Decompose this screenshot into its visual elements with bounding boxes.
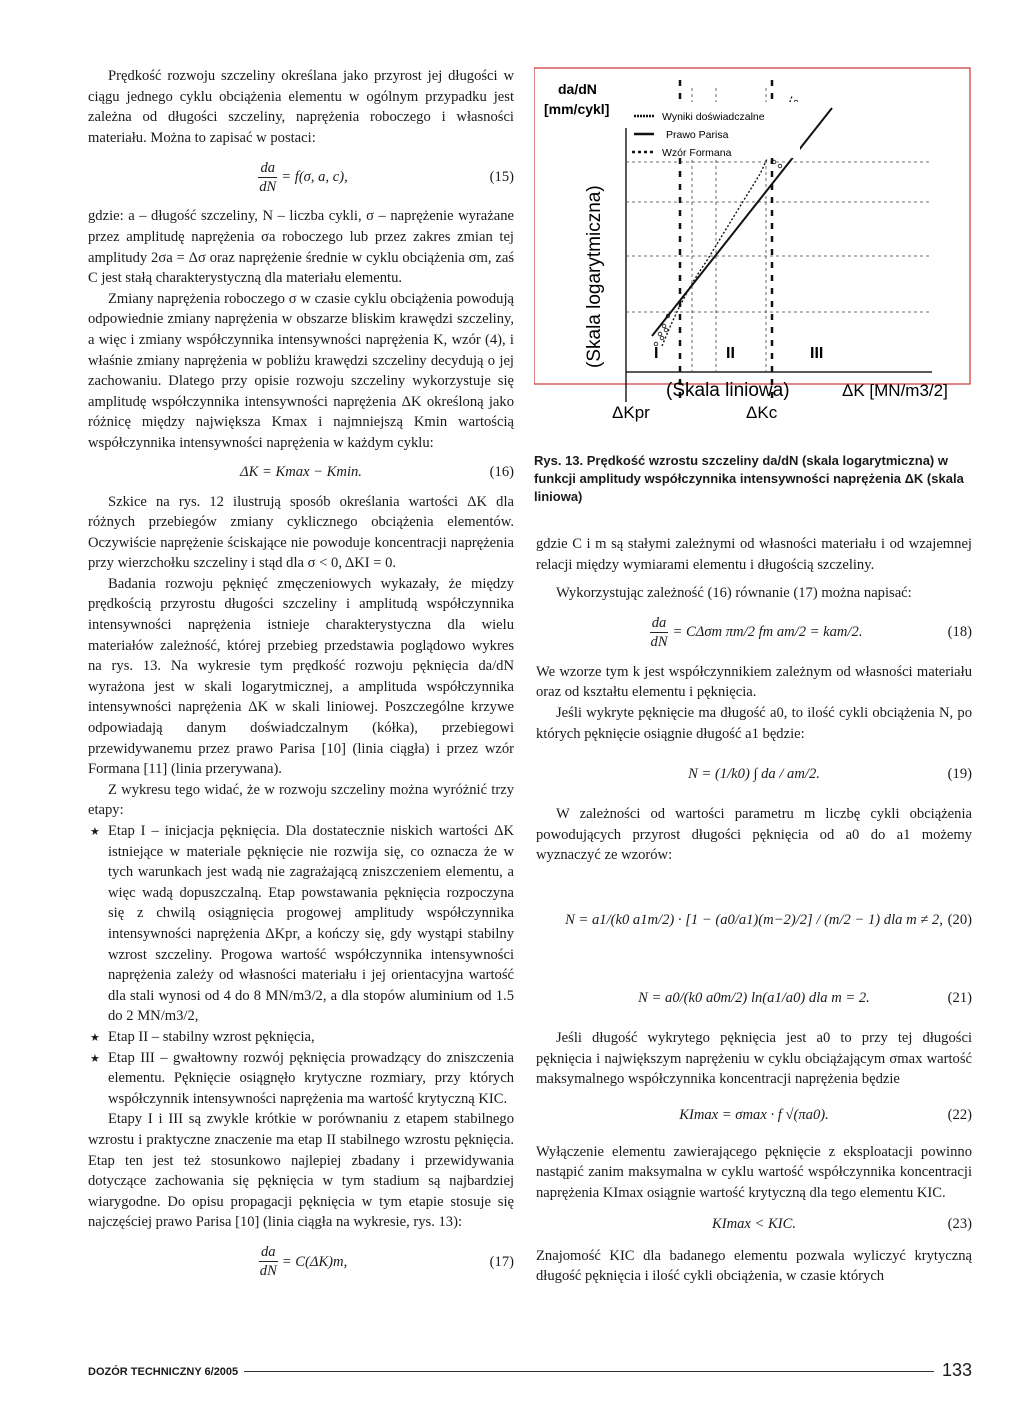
y-axis-label: da/dN bbox=[558, 81, 597, 97]
footer-rule bbox=[244, 1371, 934, 1372]
legend-experimental: Wyniki doświadczalne bbox=[662, 111, 765, 123]
legend-forman: Wzór Formana bbox=[662, 147, 732, 159]
page-number: 133 bbox=[942, 1360, 973, 1380]
paragraph: Jeśli długość wykrytego pęknięcia jest a0 to przy tej długości pęknięcia i największym naprężeniu w cyklu obciążającym σmax wartość maksymalnego współczynnika koncentracji naprężenia będzie bbox=[536, 1029, 972, 1088]
paragraph: Badania rozwoju pęknięć zmęczeniowych wykazały, że między prędkością przyrostu długości szczeliny i amplitudą współczynnika intensywności naprężenia istnieje charakterystyczna dla wielu materiałów zależność, której przebieg przedstawia poglądowo wykres na rys. 13. Na wykresie tym prędkość rozwoju pęknięcia da/dN wyrażona jest w skali logarytmicznej, a amplituda współczynnika intensywności naprężenia ΔK w skali liniowej. Poszczególne krzywe odpowiadają danym doświadczalnym (kółka), przebiegowi przewidywanemu przez prawo Parisa [10] (linia ciągła) i przez wzór Formana [11] (linia przerywana). bbox=[88, 575, 514, 778]
kpr-label: ΔKpr bbox=[612, 403, 650, 422]
paragraph: Jeśli wykryte pęknięcie ma długość a0, to ilość cykli obciążenia N, po których pęknięcie osiągnie długość a1 będzie: bbox=[536, 704, 972, 742]
paragraph: Prędkość rozwoju szczeliny określana jako przyrost jej długości w ciągu jednego cyklu obciążenia elementu w ogólnym przypadku jest zależna od długości szczeliny, naprężenia roboczego i własności materiału. Można to zapisać w postaci: bbox=[88, 68, 514, 146]
equation-21: N = a0/(k0 a0m/2) ln(a1/a0) dla m = 2. (21) bbox=[638, 989, 972, 1006]
equation-19: N = (1/k0) ∫ da / am/2. (19) bbox=[688, 765, 972, 782]
equation-23: KImax < KIC. (23) bbox=[711, 1216, 972, 1233]
figure-13 bbox=[534, 66, 974, 442]
stage-label-ii: II bbox=[726, 345, 735, 362]
legend-paris: Prawo Parisa bbox=[666, 129, 729, 141]
equation-17: $\frac{da}{dN}$ = C(ΔK)m, (17) bbox=[259, 1244, 514, 1280]
left-column bbox=[88, 66, 514, 1291]
stage-label-iii: III bbox=[810, 345, 824, 362]
equation-16: ΔK = Kmax − Kmin. (16) bbox=[240, 464, 514, 481]
equation-18: $\frac{da}{dN}$ = CΔσm πm/2 fm am/2 = kam/2. (18) bbox=[650, 615, 972, 651]
paragraph: W zależności od wartości parametru m liczbę cykli obciążenia powodujących przyrost długości pęknięcia od a0 do a1 możemy wyznaczyć ze wzorów: bbox=[536, 806, 972, 864]
right-column bbox=[536, 534, 972, 1287]
paragraph: Etapy I i III są zwykle krótkie w porównaniu z etapem stabilnego wzrostu i praktyczne znaczenie ma etap II stabilnego wzrostu pęknięcia. Etap ten jest też stosunkowo najlepiej zbadany i przewidywania dotyczące zachowania się pęknięcia w tym stadium są najbardziej wiarygodne. Do opisu propagacji pęknięcia w tym etapie stosuje się najczęściej prawo Parisa [10] (linia ciągła na wykresie, rys. 13): bbox=[88, 1111, 514, 1231]
equation-15: $\frac{da}{dN}$ = f(σ, a, c), (15) bbox=[259, 159, 514, 195]
stage-label-i: I bbox=[654, 345, 659, 362]
stage-list bbox=[88, 821, 514, 1109]
paragraph: gdzie C i m są stałymi zależnymi od własności materiału i od wzajemnej relacji między wymiarami elementu i długością szczeliny. bbox=[536, 536, 972, 573]
y-axis-unit: [mm/cykl] bbox=[544, 101, 610, 117]
kc-label: ΔKc bbox=[746, 403, 778, 422]
paragraph: gdzie: a – długość szczeliny, N – liczba cykli, σ – naprężenie wyrażane przez amplitudę naprężenia σa roboczego lub przez zakres zmian tej amplitudy 2σa = Δσ oraz naprężenie średnie w cyklu obciążenia σm, zaś C jest stałą charakterystyczną dla materiału elementu. bbox=[88, 208, 514, 287]
paragraph: Wyłączenie elementu zawierającego pęknięcie z eksploatacji powinno nastąpić zanim maksymalna w cyklu wartość współczynnika koncentracji naprężenia KImax osiągnie wartość krytyczną dla tego elementu KIC. bbox=[536, 1143, 972, 1201]
paragraph: Wykorzystując zależność (16) równanie (17) można napisać: bbox=[556, 585, 912, 602]
x-axis-unit: ΔK [MN/m3/2] bbox=[842, 381, 948, 400]
paragraph: Szkice na rys. 12 ilustrują sposób określania wartości ΔK dla różnych przebiegów zmiany cyklicznego obciążenia elementów. Oczywiście naprężenie ściskające nie powoduje koncentracji naprężenia przy wierzchołku szczeliny i stąd dla σ < 0, ΔKI = 0. bbox=[88, 493, 514, 572]
figure-caption: Rys. 13. Prędkość wzrostu szczeliny da/dN (skala logarytmiczna) w funkcji amplitudy współczynnika intensywności naprężenia ΔK (skala liniowa) bbox=[534, 453, 964, 504]
list-item: ★ Etap III – gwałtowny rozwój pęknięcia prowadzący do zniszczenia elementu. Pęknięcie osiągnęło krytyczne rozmiary, przy których współczynnik intensywności naprężenia ma wartość krytyczną KIC. bbox=[88, 1048, 514, 1110]
legend bbox=[630, 102, 800, 159]
paragraph: Zmiany naprężenia roboczego σ w czasie cyklu obciążenia powodują odpowiednie zmiany naprężenia w obszarze bliskim krawędzi szczeliny, a więc i zmiany współczynnika intensywności naprężenia K, wzór (4), i właśnie zmiany naprężenia w pobliżu krawędzi szczeliny decydują o jej zachowaniu. Dlatego przy opisie rozwoju szczeliny wykorzystuje się amplitudę współczynnika intensywności naprężenia ΔK określoną jako różnicę między największa Kmax i najmniejszą Kmin wartością współczynnika intensywności naprężenia w każdym cyklu: bbox=[88, 290, 514, 451]
list-item: ★ Etap II – stabilny wzrost pęknięcia, bbox=[88, 1027, 514, 1048]
paragraph: We wzorze tym k jest współczynnikiem zależnym od własności materiału oraz od kształtu elementu i pęknięcia. bbox=[536, 663, 972, 701]
equation-22: KImax = σmax · f √(πa0). (22) bbox=[679, 1107, 972, 1124]
equation-20: N = a1/(k0 a1m/2) · [1 − (a0/a1)(m−2)/2] / (m/2 − 1) dla m ≠ 2, (20) bbox=[565, 911, 972, 928]
y-axis-scale-label: (Skala logarytmiczna) bbox=[584, 185, 605, 368]
x-axis-scale-label: (Skala liniowa) bbox=[666, 380, 790, 401]
journal-footer: DOZÓR TECHNICZNY 6/2005 bbox=[88, 1366, 239, 1378]
list-item: ★ Etap I – inicjacja pęknięcia. Dla dostatecznie niskich wartości ΔK istniejące w materiale pęknięcie nie rozwija się, co oznacza że w tych warunkach jest wadą nie zagrażającą zniszczeniem elementu, a więc wadą dopuszczalną. Etap powstawania pęknięcia rozpoczyna się z chwilą osiągnięcia progowej amplitudy współczynnika intensywności naprężenia ΔKpr, a kończy się, gdy wystąpi stabilny wzrost szczeliny. Progowa wartość współczynnika intensywności naprężenia zależy od własności materiału i jej orientacyjna wartość dla stali wynosi od 4 do 8 MN/m3/2, a dla stopów aluminium od 1.5 do 2 MN/m3/2, bbox=[88, 821, 514, 1027]
paragraph: Z wykresu tego widać, że w rozwoju szczeliny można wyróżnić trzy etapy: bbox=[88, 781, 514, 819]
paragraph: Znajomość KIC dla badanego elementu pozwala wyliczyć krytyczną długość pęknięcia i ilość cykli obciążenia, w czasie których bbox=[536, 1247, 972, 1285]
